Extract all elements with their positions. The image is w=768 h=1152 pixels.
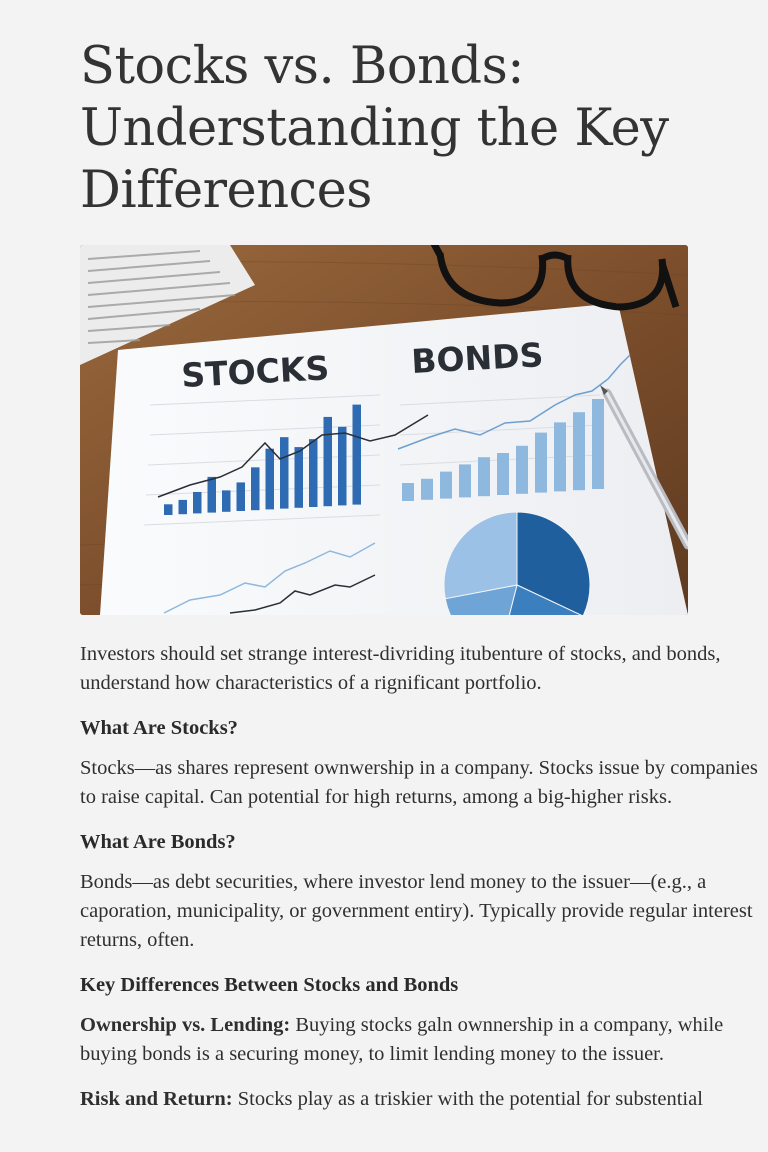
- stocks-bar: [324, 417, 333, 506]
- difference-item-ownership: [80, 1011, 760, 1069]
- stocks-bar: [179, 500, 188, 514]
- stocks-bar: [251, 467, 260, 510]
- bonds-bar: [402, 483, 414, 501]
- difference-text: Stocks play as a triskier with the potential for substential: [232, 1088, 703, 1110]
- stocks-bar: [338, 427, 347, 506]
- stocks-bar: [266, 449, 275, 510]
- stocks-bar: [280, 437, 289, 508]
- stocks-bar: [193, 492, 202, 513]
- difference-item-risk: [80, 1085, 760, 1114]
- difference-label: Risk and Return:: [80, 1088, 233, 1110]
- bonds-bar: [573, 412, 585, 490]
- section-heading-bonds: What Are Bonds?: [80, 831, 236, 853]
- article-body: [80, 640, 760, 1130]
- bonds-bar: [554, 422, 566, 491]
- stocks-label: STOCKS: [180, 348, 331, 395]
- section-text-bonds: Bonds—as debt securities, where investor lend money to the issuer—(e.g., a caporation, municipality, or government entiry). Typically provide regular interest returns, often.: [80, 871, 753, 951]
- stocks-bar: [208, 477, 217, 513]
- bonds-bar: [478, 457, 490, 496]
- bonds-bar: [592, 399, 604, 489]
- hero-illustration: [80, 245, 688, 615]
- stocks-bar: [222, 490, 231, 511]
- difference-label: Ownership vs. Lending:: [80, 1014, 291, 1036]
- bonds-bar: [497, 453, 509, 495]
- bonds-bar: [459, 464, 471, 497]
- bonds-bar: [535, 433, 547, 493]
- section-text-stocks: Stocks—as shares represent ownwership in a company. Stocks issue by companies to raise capital. Can potential for high returns, among a big-higher risks.: [80, 757, 758, 808]
- article-title: Stocks vs. Bonds: Understanding the Key Differences: [80, 37, 669, 220]
- stocks-bar: [309, 439, 318, 507]
- stocks-bar: [164, 504, 173, 515]
- section-heading-differences: Key Differences Between Stocks and Bonds: [80, 974, 459, 996]
- intro-paragraph: Investors should set strange interest-divriding itubenture of stocks, and bonds, understand how characteristics of a rignificant portfolio.: [80, 643, 721, 694]
- bonds-bar: [421, 479, 433, 500]
- bonds-label: BONDS: [410, 335, 545, 381]
- stocks-bar: [295, 447, 304, 508]
- bonds-bar: [440, 472, 452, 499]
- section-heading-stocks: What Are Stocks?: [80, 717, 238, 739]
- bonds-bar: [516, 446, 528, 494]
- hero-image: [80, 245, 688, 615]
- difference-text: Buying stocks galn ownnership in a company, while buying bonds is a securing money, to limit lending money to the issuer.: [80, 1014, 724, 1065]
- stocks-bar: [237, 482, 246, 511]
- stocks-bar: [353, 405, 362, 505]
